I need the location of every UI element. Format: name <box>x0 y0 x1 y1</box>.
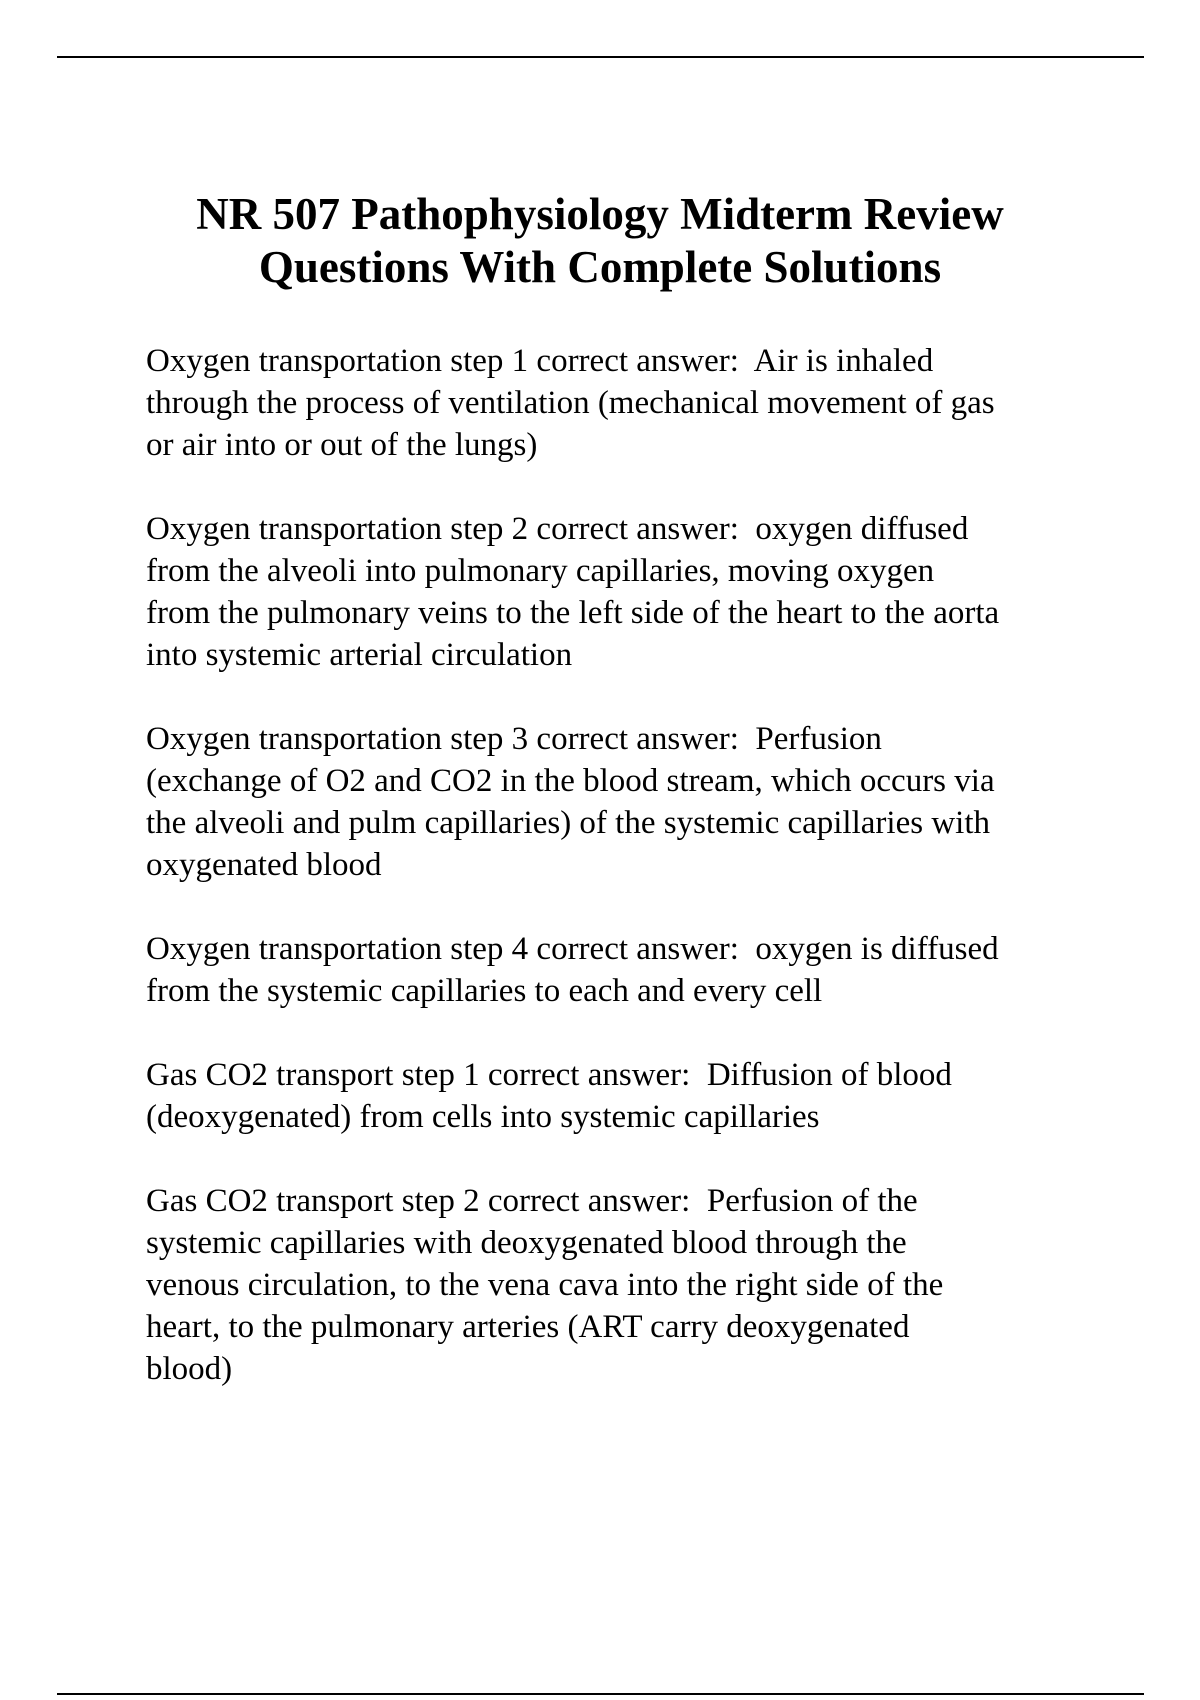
qa-line: Oxygen transportation step 4 correct answer: oxygen is diffused <box>146 931 999 967</box>
qa-line: Gas CO2 transport step 1 correct answer: Diffusion of blood <box>146 1057 952 1093</box>
qa-list <box>146 340 1096 1432</box>
qa-item-oxygen-step-4 <box>146 928 1096 1012</box>
qa-line: Oxygen transportation step 3 correct answer: Perfusion <box>146 721 882 757</box>
document-title <box>100 188 1100 294</box>
qa-item-co2-step-2 <box>146 1180 1096 1390</box>
qa-line: oxygenated blood <box>146 847 382 883</box>
qa-line: from the systemic capillaries to each and every cell <box>146 973 823 1009</box>
qa-item-oxygen-step-3 <box>146 718 1096 886</box>
qa-line: (deoxygenated) from cells into systemic capillaries <box>146 1099 820 1135</box>
qa-line: Oxygen transportation step 1 correct answer: Air is inhaled <box>146 343 934 379</box>
qa-item-oxygen-step-1 <box>146 340 1096 466</box>
qa-line: from the alveoli into pulmonary capillaries, moving oxygen <box>146 553 935 589</box>
qa-line: blood) <box>146 1351 233 1387</box>
qa-line: heart, to the pulmonary arteries (ART carry deoxygenated <box>146 1309 910 1345</box>
qa-item-co2-step-1 <box>146 1054 1096 1138</box>
title-line: Questions With Complete Solutions <box>258 242 942 292</box>
qa-line: the alveoli and pulm capillaries) of the systemic capillaries with <box>146 805 990 841</box>
qa-line: or air into or out of the lungs) <box>146 427 538 463</box>
qa-line: through the process of ventilation (mechanical movement of gas <box>146 385 995 421</box>
qa-line: Oxygen transportation step 2 correct answer: oxygen diffused <box>146 511 969 547</box>
qa-line: (exchange of O2 and CO2 in the blood stream, which occurs via <box>146 763 995 799</box>
qa-item-oxygen-step-2 <box>146 508 1096 676</box>
qa-line: venous circulation, to the vena cava into the right side of the <box>146 1267 944 1303</box>
qa-line: into systemic arterial circulation <box>146 637 573 673</box>
top-divider <box>57 56 1144 58</box>
qa-line: Gas CO2 transport step 2 correct answer: Perfusion of the <box>146 1183 918 1219</box>
qa-line: from the pulmonary veins to the left side of the heart to the aorta <box>146 595 1000 631</box>
qa-line: systemic capillaries with deoxygenated blood through the <box>146 1225 907 1261</box>
bottom-divider <box>57 1693 1144 1695</box>
title-line: NR 507 Pathophysiology Midterm Review <box>196 189 1004 239</box>
